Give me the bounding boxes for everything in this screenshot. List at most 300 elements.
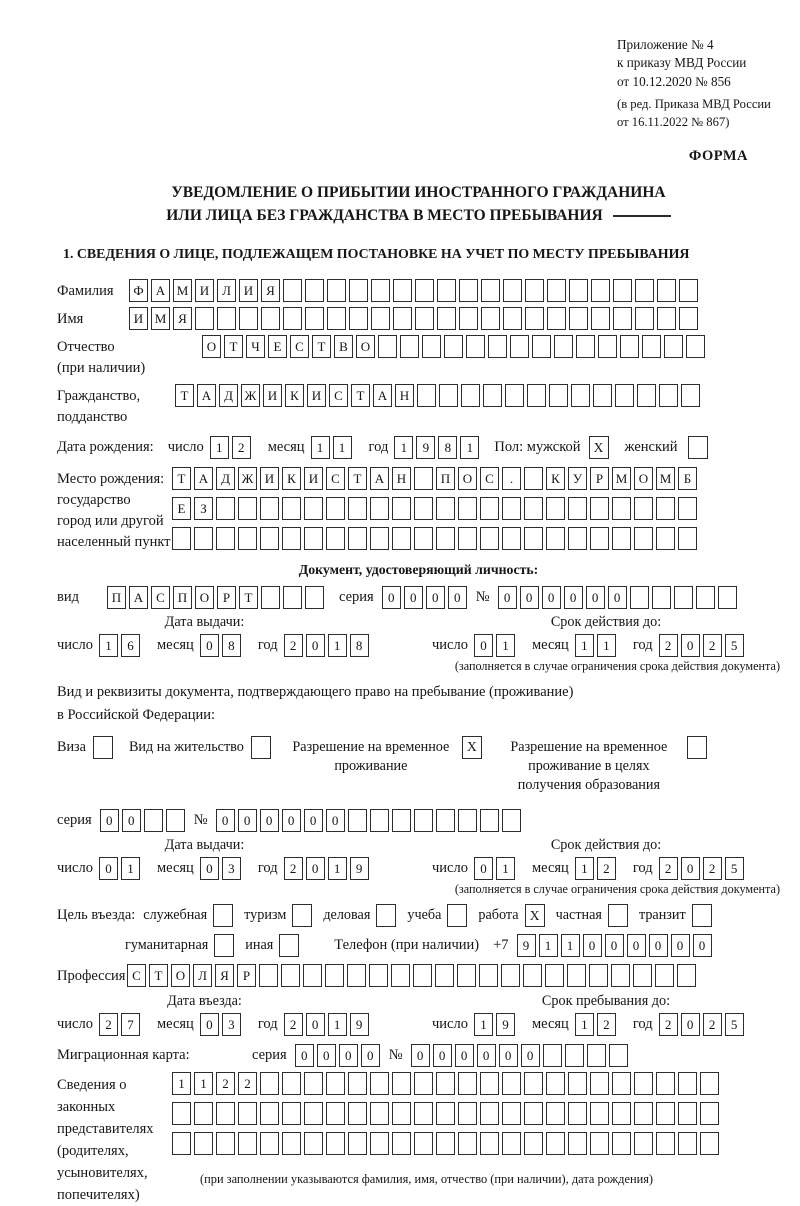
form-cell <box>481 307 500 330</box>
form-cell <box>370 1102 389 1125</box>
form-cell <box>546 497 565 520</box>
representatives-label-line: Сведения о <box>57 1077 127 1094</box>
form-cell <box>546 1102 565 1125</box>
form-cell: И <box>129 307 148 330</box>
form-cell: 0 <box>306 1013 325 1036</box>
form-cell <box>657 307 676 330</box>
form-cell: А <box>197 384 216 407</box>
form-cell <box>635 279 654 302</box>
checkbox-option <box>143 904 233 927</box>
sex-female-label: женский <box>624 439 678 456</box>
form-cell: Ч <box>246 335 265 358</box>
form-cell: И <box>307 384 326 407</box>
form-cell: И <box>239 279 258 302</box>
form-cell <box>327 307 346 330</box>
form-cell: 0 <box>306 857 325 880</box>
form-cell <box>393 307 412 330</box>
form-cell: 0 <box>282 809 301 832</box>
date-part-label: число <box>57 1016 93 1033</box>
form-cell: О <box>458 467 477 490</box>
form-cell <box>681 384 700 407</box>
form-cell <box>587 1044 606 1067</box>
form-cell <box>523 964 542 987</box>
date-part-label: месяц <box>531 860 569 877</box>
form-cell <box>260 1102 279 1125</box>
form-cell <box>393 279 412 302</box>
form-cell <box>503 307 522 330</box>
form-cell <box>348 527 367 550</box>
residence-issue-col <box>57 837 432 880</box>
form-cell: 1 <box>575 1013 594 1036</box>
form-cell <box>686 335 705 358</box>
form-cell: 2 <box>703 1013 722 1036</box>
date-part-cells <box>210 436 254 459</box>
form-cell <box>260 1072 279 1095</box>
citizenship-cells <box>175 384 703 407</box>
identity-doc-header: Документ, удостоверяющий личность: <box>298 562 539 578</box>
date-part-label: число <box>432 1016 468 1033</box>
form-cell <box>612 1132 631 1155</box>
edition-block <box>617 96 780 131</box>
form-cell: Р <box>217 586 236 609</box>
form-cell <box>414 1072 433 1095</box>
form-cell: Я <box>215 964 234 987</box>
form-cell <box>444 335 463 358</box>
form-cell <box>348 1102 367 1125</box>
form-cell <box>305 307 324 330</box>
stay-until-date <box>432 1013 780 1036</box>
form-cell <box>458 1072 477 1095</box>
form-cell <box>392 497 411 520</box>
form-cell <box>414 527 433 550</box>
form-cell: 0 <box>520 586 539 609</box>
checkbox-option-label: иная <box>245 937 274 954</box>
form-cell <box>569 279 588 302</box>
representatives-note: (при заполнении указываются фамилия, имя, отчество (при наличии), дата рождения) <box>200 1172 654 1187</box>
form-cell <box>370 1132 389 1155</box>
form-cell <box>568 497 587 520</box>
birthdate-label: Дата рождения: <box>57 439 154 456</box>
form-cell <box>458 527 477 550</box>
form-cell <box>194 527 213 550</box>
form-cell <box>568 1072 587 1095</box>
form-cell: 6 <box>121 634 140 657</box>
form-cell <box>568 1102 587 1125</box>
form-cell: П <box>107 586 126 609</box>
form-cell: 0 <box>477 1044 496 1067</box>
form-cell: 2 <box>659 634 678 657</box>
form-cell: М <box>656 467 675 490</box>
residence-series-label: серия <box>57 812 92 829</box>
profession-row <box>57 964 780 987</box>
phone-label: Телефон (при наличии) <box>334 937 480 954</box>
form-title <box>57 181 780 228</box>
form-cell <box>679 279 698 302</box>
form-cell <box>216 1102 235 1125</box>
form-cell: О <box>634 467 653 490</box>
form-cell <box>436 1102 455 1125</box>
form-cell <box>326 1132 345 1155</box>
form-cell <box>348 1072 367 1095</box>
form-cell <box>525 279 544 302</box>
form-cell <box>664 335 683 358</box>
form-cell <box>436 527 455 550</box>
form-cell: А <box>151 279 170 302</box>
patronymic-row <box>57 335 780 379</box>
form-cell <box>568 1132 587 1155</box>
form-cell <box>593 384 612 407</box>
form-cell <box>524 1132 543 1155</box>
form-cell <box>392 809 411 832</box>
profession-cells <box>127 964 699 987</box>
birthplace-labels <box>57 467 172 553</box>
form-cell: 9 <box>350 857 369 880</box>
form-cell: 2 <box>597 857 616 880</box>
form-cell <box>481 279 500 302</box>
form-cell: Н <box>392 467 411 490</box>
purpose-options <box>143 904 722 927</box>
form-cell: М <box>173 279 192 302</box>
date-part-label: число <box>57 860 93 877</box>
form-cell: Т <box>351 384 370 407</box>
representatives-cell-rows <box>172 1072 722 1187</box>
form-cell: 0 <box>433 1044 452 1067</box>
checkbox-option-label: частная <box>555 907 602 924</box>
checkbox-option <box>245 934 299 957</box>
form-cell: Д <box>216 467 235 490</box>
form-cell <box>260 527 279 550</box>
representatives-row <box>57 1072 780 1206</box>
surname-label: Фамилия <box>57 283 114 300</box>
identity-issue-date <box>57 634 432 657</box>
form-cell: 8 <box>438 436 457 459</box>
residence-issue-date <box>57 857 432 880</box>
form-cell <box>502 1132 521 1155</box>
form-cell: 2 <box>216 1072 235 1095</box>
stay-until-title: Срок пребывания до: <box>541 993 671 1010</box>
form-cell <box>459 307 478 330</box>
form-cell <box>238 1102 257 1125</box>
form-cell <box>435 964 454 987</box>
form-cell <box>546 1132 565 1155</box>
checkbox <box>214 934 234 957</box>
identity-series-label: серия <box>339 589 374 606</box>
form-cell <box>194 1102 213 1125</box>
form-cell <box>239 307 258 330</box>
form-cell: 1 <box>496 857 515 880</box>
form-cell <box>501 964 520 987</box>
form-cell <box>611 964 630 987</box>
identity-issue-col <box>57 614 432 657</box>
form-cell <box>436 1072 455 1095</box>
form-cell <box>569 307 588 330</box>
form-cell <box>590 1072 609 1095</box>
form-cell <box>598 335 617 358</box>
form-cell <box>678 1102 697 1125</box>
form-cell <box>437 279 456 302</box>
form-cell: 9 <box>416 436 435 459</box>
form-cell <box>547 279 566 302</box>
form-cell <box>414 467 433 490</box>
form-cell: 0 <box>499 1044 518 1067</box>
form-cell <box>436 497 455 520</box>
form-cell: 9 <box>517 934 536 957</box>
form-cell <box>480 1102 499 1125</box>
form-cell: С <box>290 335 309 358</box>
form-cell <box>656 1132 675 1155</box>
patronymic-label-sub: (при наличии) <box>57 360 146 377</box>
birthplace-label-line: государство <box>57 492 131 509</box>
date-part-label: месяц <box>267 439 305 456</box>
birthplace-label-line: населенный пункт <box>57 534 171 551</box>
visa-option <box>57 736 113 759</box>
form-cell: 1 <box>328 857 347 880</box>
residence-intro <box>57 681 780 727</box>
residence-valid-date <box>432 857 780 880</box>
form-cell <box>696 586 715 609</box>
form-cell <box>305 586 324 609</box>
form-cell: 0 <box>671 934 690 957</box>
migration-card-label: Миграционная карта: <box>57 1047 190 1064</box>
form-title-line1: УВЕДОМЛЕНИЕ О ПРИБЫТИИ ИНОСТРАННОГО ГРАЖДАНИНА <box>171 183 666 201</box>
form-cell: К <box>282 467 301 490</box>
form-cell: 2 <box>99 1013 118 1036</box>
stay-until-col <box>432 993 780 1036</box>
residence-number-cells <box>216 809 524 832</box>
form-cell: Я <box>261 279 280 302</box>
appendix-line: Приложение № 4 <box>617 37 714 52</box>
form-cell: И <box>304 467 323 490</box>
checkbox-option <box>244 904 312 927</box>
appendix-line: к приказу МВД России <box>617 55 747 71</box>
temp-residence-education-checkbox <box>687 736 707 759</box>
form-cell: 2 <box>238 1072 257 1095</box>
residence-dates-row <box>57 837 780 880</box>
form-cell: 0 <box>361 1044 380 1067</box>
form-cell <box>568 527 587 550</box>
form-cell: Е <box>172 497 191 520</box>
form-cell: 0 <box>583 934 602 957</box>
form-cell <box>700 1132 719 1155</box>
form-cell: Т <box>149 964 168 987</box>
form-cell <box>282 497 301 520</box>
form-cell: 7 <box>121 1013 140 1036</box>
checkbox-option-label: учеба <box>407 907 442 924</box>
form-cell <box>217 307 236 330</box>
form-cell: 2 <box>659 857 678 880</box>
checkbox <box>213 904 233 927</box>
form-cell <box>392 1102 411 1125</box>
representatives-cells-line1 <box>172 1072 722 1095</box>
form-cell <box>480 497 499 520</box>
date-part-label: число <box>57 637 93 654</box>
form-cell <box>545 964 564 987</box>
citizenship-label-sub: подданство <box>57 409 128 426</box>
form-cell <box>349 279 368 302</box>
form-cell: 2 <box>284 634 303 657</box>
sex-male-checkbox: X <box>589 436 609 459</box>
form-cell <box>326 1072 345 1095</box>
date-part-label: год <box>368 439 389 456</box>
form-cell <box>282 1072 301 1095</box>
form-cell: М <box>612 467 631 490</box>
form-cell <box>634 1072 653 1095</box>
purpose-label: Цель въезда: <box>57 907 136 924</box>
residence-options-row <box>57 736 780 796</box>
representatives-labels <box>57 1072 172 1206</box>
form-cell: 2 <box>703 857 722 880</box>
form-cell <box>657 279 676 302</box>
form-cell: 0 <box>326 809 345 832</box>
form-cell: 2 <box>284 857 303 880</box>
form-cell <box>282 527 301 550</box>
form-cell: 9 <box>496 1013 515 1036</box>
form-cell: 1 <box>561 934 580 957</box>
form-cell <box>260 497 279 520</box>
residence-permit-label: Вид на жительство <box>128 738 244 755</box>
form-cell: 2 <box>659 1013 678 1036</box>
form-cell <box>439 384 458 407</box>
checkbox-option <box>323 904 396 927</box>
form-cell: И <box>195 279 214 302</box>
date-part-cells <box>200 857 244 880</box>
form-cell <box>370 1072 389 1095</box>
appendix-line: от 10.12.2020 № 856 <box>617 73 731 89</box>
form-cell: 1 <box>121 857 140 880</box>
form-cell <box>261 586 280 609</box>
form-cell <box>414 497 433 520</box>
form-cell: 9 <box>350 1013 369 1036</box>
form-cell <box>327 279 346 302</box>
form-cell: 1 <box>311 436 330 459</box>
form-cell <box>642 335 661 358</box>
form-cell <box>326 1102 345 1125</box>
form-cell: О <box>171 964 190 987</box>
form-cell <box>480 809 499 832</box>
form-cell: . <box>502 467 521 490</box>
form-cell: 2 <box>232 436 251 459</box>
residence-valid-title: Срок действия до: <box>550 837 662 854</box>
form-cell: 0 <box>260 809 279 832</box>
form-cell: 0 <box>200 634 219 657</box>
form-cell <box>656 527 675 550</box>
form-cell: О <box>202 335 221 358</box>
form-cell: О <box>356 335 375 358</box>
form-cell: Е <box>268 335 287 358</box>
representatives-label-line: законных <box>57 1099 116 1116</box>
date-part-cells <box>575 1013 619 1036</box>
form-cell <box>549 384 568 407</box>
form-cell <box>656 1072 675 1095</box>
form-cell <box>283 279 302 302</box>
temp-residence-education-label: Разрешение на временное проживание в целях получения образования <box>510 738 668 794</box>
date-part-label: год <box>257 1016 278 1033</box>
form-cell: 0 <box>681 1013 700 1036</box>
form-cell: 0 <box>200 857 219 880</box>
form-title-line2: ИЛИ ЛИЦА БЕЗ ГРАЖДАНСТВА В МЕСТО ПРЕБЫВАНИЯ <box>166 206 603 224</box>
checkbox-option-label: гуманитарная <box>125 937 209 954</box>
checkbox <box>608 904 628 927</box>
checkbox-option-label: туризм <box>244 907 287 924</box>
form-cell: 0 <box>238 809 257 832</box>
form-cell: 0 <box>100 809 119 832</box>
form-cell: Л <box>217 279 236 302</box>
form-cell <box>238 1132 257 1155</box>
form-cell: 1 <box>575 857 594 880</box>
citizenship-label <box>57 384 175 428</box>
form-cell: 1 <box>539 934 558 957</box>
identity-valid-date <box>432 634 780 657</box>
form-cell: 0 <box>649 934 668 957</box>
form-cell <box>458 497 477 520</box>
form-cell: 1 <box>328 634 347 657</box>
form-cell: 0 <box>317 1044 336 1067</box>
form-cell <box>194 1132 213 1155</box>
form-cell <box>590 497 609 520</box>
form-cell <box>259 964 278 987</box>
form-cell <box>656 1102 675 1125</box>
form-cell <box>304 1072 323 1095</box>
form-cell <box>282 1102 301 1125</box>
form-cell <box>303 964 322 987</box>
profession-label: Профессия <box>57 968 126 985</box>
temp-residence-label: Разрешение на временное проживание <box>292 738 450 774</box>
form-cell <box>457 964 476 987</box>
form-word: ФОРМА <box>688 147 748 164</box>
form-cell <box>674 586 693 609</box>
form-cell: 0 <box>122 809 141 832</box>
date-part-label: год <box>257 637 278 654</box>
purpose-row <box>57 904 780 927</box>
date-part-cells <box>200 634 244 657</box>
form-title-line2-wrap <box>57 204 780 227</box>
date-part-label: число <box>167 439 204 456</box>
form-cell: 0 <box>295 1044 314 1067</box>
form-cell <box>479 964 498 987</box>
form-cell <box>615 384 634 407</box>
phone-cells <box>517 934 715 957</box>
edition-line: от 16.11.2022 № 867) <box>617 115 730 130</box>
form-cell: 0 <box>474 634 493 657</box>
form-cell <box>700 1102 719 1125</box>
form-cell <box>260 1132 279 1155</box>
checkbox <box>292 904 312 927</box>
form-cell <box>678 1072 697 1095</box>
form-cell: 0 <box>455 1044 474 1067</box>
form-cell <box>216 497 235 520</box>
form-cell <box>348 1132 367 1155</box>
checkbox-option <box>639 904 712 927</box>
form-cell: Р <box>590 467 609 490</box>
sex-female-checkbox <box>688 436 708 459</box>
form-cell <box>304 1132 323 1155</box>
surname-row <box>57 279 780 302</box>
form-cell <box>502 809 521 832</box>
residence-issue-title: Дата выдачи: <box>164 837 245 854</box>
form-cell <box>458 1102 477 1125</box>
form-cell <box>718 586 737 609</box>
migration-card-row <box>57 1044 780 1067</box>
form-cell: 0 <box>306 634 325 657</box>
form-cell <box>613 279 632 302</box>
migration-number-label: № <box>388 1047 403 1064</box>
form-cell: К <box>546 467 565 490</box>
form-cell: С <box>480 467 499 490</box>
form-cell: Т <box>172 467 191 490</box>
checkbox-option <box>478 904 544 927</box>
residence-permit-checkbox <box>251 736 271 759</box>
form-cell <box>282 1132 301 1155</box>
